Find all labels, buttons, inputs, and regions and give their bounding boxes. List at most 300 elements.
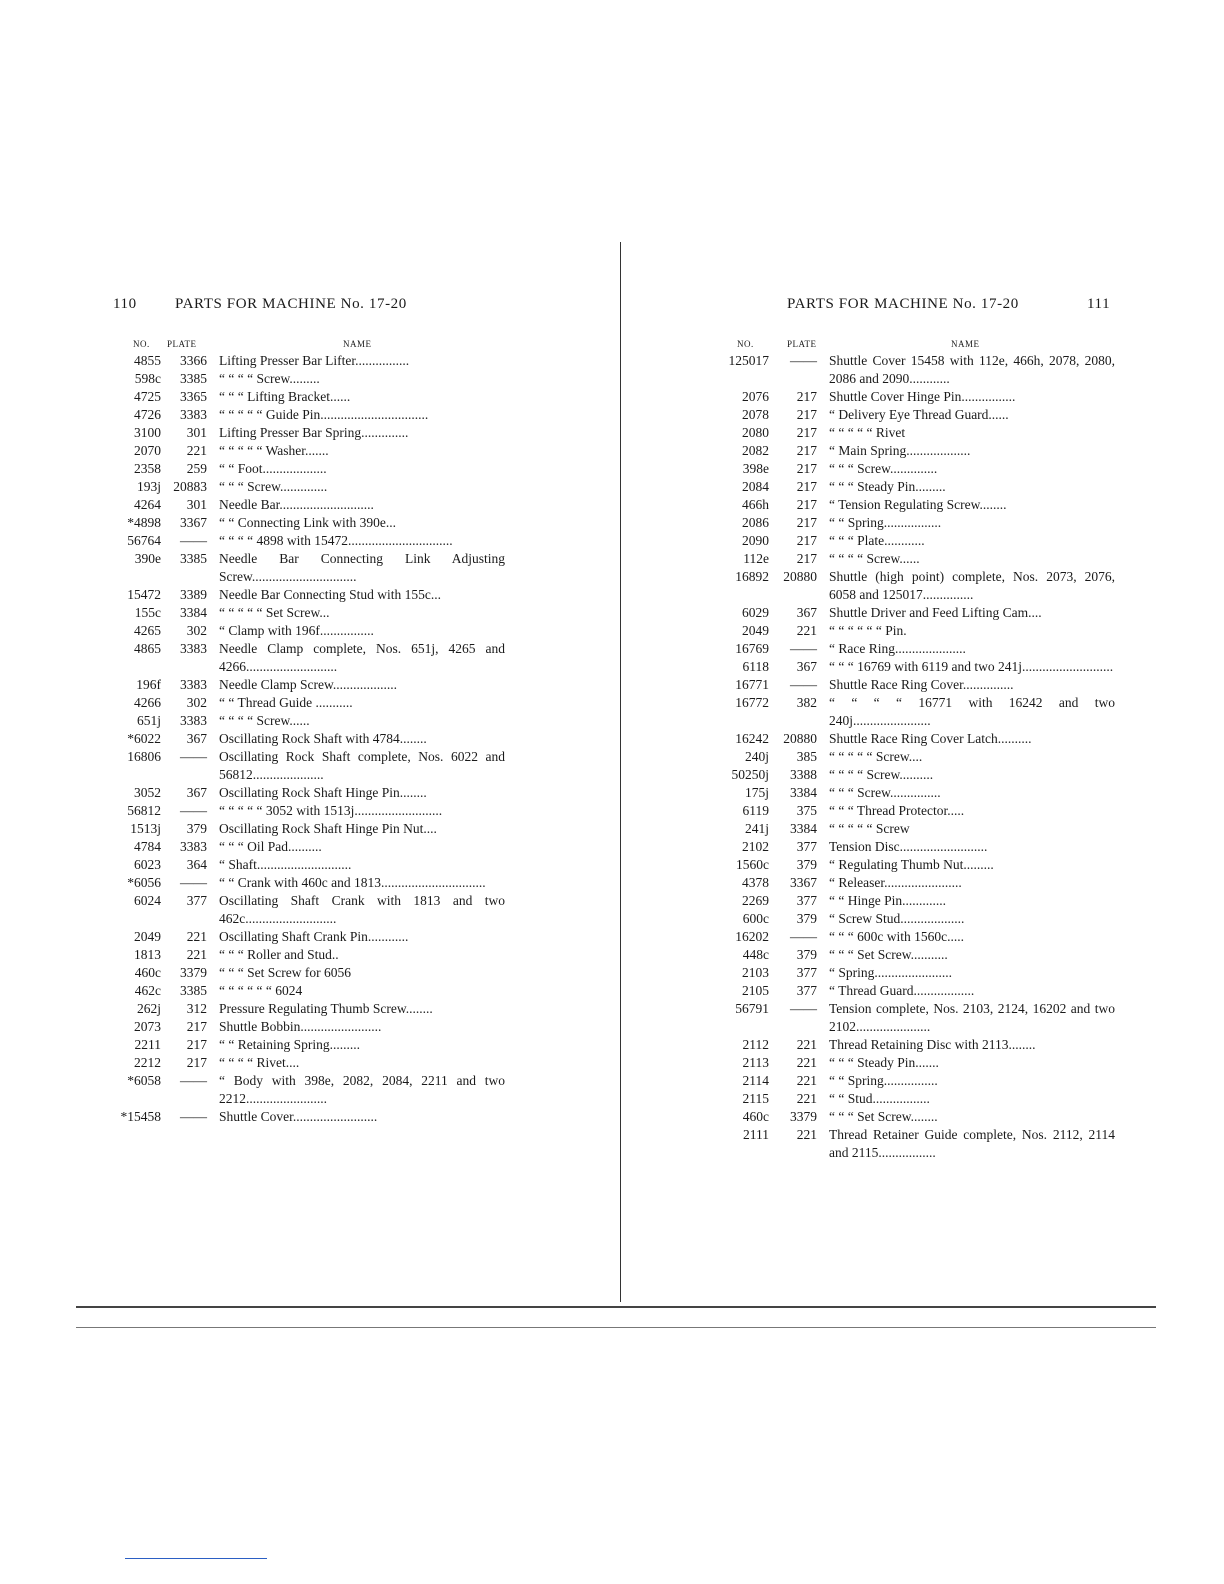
part-name: Oscillating Shaft Crank Pin............ (219, 929, 409, 944)
plate-number: 3389 (180, 587, 207, 602)
part-number: 15472 (127, 587, 161, 602)
part-name: “ Thread Guard.................. (829, 983, 975, 998)
plate-number: 3365 (180, 389, 207, 404)
part-name: “ “ “ “ “ Rivet (829, 425, 906, 440)
part-number: 16772 (735, 695, 769, 710)
part-name: Needle Bar Connecting Link Adjusting Screw............................... (219, 551, 505, 584)
part-number: 3052 (134, 785, 161, 800)
part-number: 1560c (736, 857, 769, 872)
part-row (105, 784, 505, 802)
part-row (715, 784, 1115, 802)
part-row (715, 604, 1115, 622)
part-row (105, 730, 505, 748)
part-row (105, 532, 505, 550)
part-name: Shuttle Cover 15458 with 112e, 466h, 2078, 2080, 2086 and 2090............ (829, 353, 1115, 386)
right-page-title: PARTS FOR MACHINE No. 17-20 (787, 296, 1019, 312)
plate-number: 217 (796, 425, 817, 440)
part-row (715, 820, 1115, 838)
part-number: 3100 (134, 425, 161, 440)
part-row (715, 1108, 1115, 1126)
part-number: 16806 (127, 749, 161, 764)
part-name: “ “ “ “ Screw...... (219, 713, 310, 728)
plate-number: 217 (796, 479, 817, 494)
part-number: 2084 (742, 479, 769, 494)
part-name: “ “ “ Screw............... (829, 785, 941, 800)
plate-number: 301 (186, 497, 207, 512)
part-name: “ Clamp with 196f................ (219, 623, 374, 638)
part-row (715, 802, 1115, 820)
part-row (105, 460, 505, 478)
part-number: 4784 (134, 839, 161, 854)
col-header-plate: PLATE (787, 339, 817, 349)
part-name: “ “ Spring................. (829, 515, 942, 530)
left-parts-list (105, 352, 505, 1126)
plate-number: 3366 (180, 353, 207, 368)
plate-number: 221 (796, 1055, 817, 1070)
part-name: Shuttle Bobbin........................ (219, 1019, 382, 1034)
plate-number: 3379 (180, 965, 207, 980)
part-number: 466h (742, 497, 769, 512)
part-row (105, 442, 505, 460)
part-name: “ “ “ “ “ Screw (829, 821, 910, 836)
part-name: “ “ “ Roller and Stud.. (219, 947, 339, 962)
part-row (715, 748, 1115, 766)
part-name: “ “ “ Set Screw for 6056 (219, 965, 351, 980)
part-row (105, 550, 505, 586)
part-row (105, 406, 505, 424)
part-number: 460c (742, 1109, 769, 1124)
part-name: “ “ “ Set Screw........... (829, 947, 948, 962)
part-row (105, 928, 505, 946)
plate-number: —— (790, 677, 817, 692)
part-row (105, 622, 505, 640)
part-number: 2212 (134, 1055, 161, 1070)
part-number: 390e (134, 551, 161, 566)
part-row (715, 388, 1115, 406)
part-row (105, 856, 505, 874)
plate-number: 221 (796, 1037, 817, 1052)
part-name: Shuttle Cover......................... (219, 1109, 378, 1124)
part-number: 2102 (742, 839, 769, 854)
part-row (715, 910, 1115, 928)
part-number: 2078 (742, 407, 769, 422)
part-name: “ “ “ “ “ Guide Pin................................ (219, 407, 429, 422)
part-row (105, 874, 505, 892)
plate-number: 3367 (180, 515, 207, 530)
part-number: 2111 (743, 1127, 769, 1142)
plate-number: 367 (186, 731, 207, 746)
part-row (715, 676, 1115, 694)
plate-number: 377 (796, 893, 817, 908)
plate-number: 217 (186, 1019, 207, 1034)
plate-number: 3385 (180, 983, 207, 998)
plate-number: 217 (796, 551, 817, 566)
part-number: 6118 (742, 659, 769, 674)
part-row (105, 1072, 505, 1108)
part-name: Shuttle Cover Hinge Pin................ (829, 389, 1016, 404)
part-row (715, 1054, 1115, 1072)
part-name: “ Shaft............................ (219, 857, 352, 872)
part-number: 2269 (742, 893, 769, 908)
part-number: 598c (134, 371, 161, 386)
part-row (715, 352, 1115, 388)
part-number: 2049 (134, 929, 161, 944)
part-row (715, 1090, 1115, 1108)
part-number: 2114 (742, 1073, 769, 1088)
part-row (715, 892, 1115, 910)
plate-number: 20883 (173, 479, 207, 494)
part-number: 2211 (134, 1037, 161, 1052)
plate-number: 221 (796, 1073, 817, 1088)
right-column-headers (715, 339, 1115, 351)
plate-number: 217 (186, 1055, 207, 1070)
part-row (105, 1018, 505, 1036)
part-name: Oscillating Rock Shaft with 4784........ (219, 731, 427, 746)
part-row (105, 802, 505, 820)
part-name: Shuttle Race Ring Cover Latch.......... (829, 731, 1032, 746)
part-row (105, 712, 505, 730)
part-row (715, 568, 1115, 604)
part-name: “ Body with 398e, 2082, 2084, 2211 and two 2212........................ (219, 1073, 505, 1106)
part-number: 2113 (742, 1055, 769, 1070)
part-row (105, 748, 505, 784)
part-row (105, 820, 505, 838)
part-name: Needle Clamp complete, Nos. 651j, 4265 and 4266........................... (219, 641, 505, 674)
plate-number: —— (180, 533, 207, 548)
part-number: 4378 (742, 875, 769, 890)
plate-number: 3384 (790, 821, 817, 836)
part-row (715, 478, 1115, 496)
part-name: “ “ “ “ 16771 with 16242 and two 240j....................... (829, 695, 1115, 728)
part-number: 175j (744, 785, 769, 800)
part-number: 4265 (134, 623, 161, 638)
part-name: “ “ “ Steady Pin......... (829, 479, 946, 494)
plate-number: —— (180, 875, 207, 890)
plate-number: 3383 (180, 713, 207, 728)
part-number: 50250j (731, 767, 769, 782)
plate-number: 3383 (180, 407, 207, 422)
part-row (105, 640, 505, 676)
part-row (105, 496, 505, 514)
plate-number: —— (790, 929, 817, 944)
plate-number: 3385 (180, 551, 207, 566)
plate-number: —— (790, 1001, 817, 1016)
part-number: 155c (134, 605, 161, 620)
plate-number: 3388 (790, 767, 817, 782)
part-name: “ “ “ “ “ “ 6024 (219, 983, 303, 998)
part-name: “ Tension Regulating Screw........ (829, 497, 1007, 512)
part-number: 1813 (134, 947, 161, 962)
plate-number: 377 (796, 983, 817, 998)
plate-number: 379 (796, 857, 817, 872)
part-row (105, 964, 505, 982)
part-name: “ “ “ Lifting Bracket...... (219, 389, 351, 404)
part-number: 651j (136, 713, 161, 728)
part-number: 6029 (742, 605, 769, 620)
part-number: 2090 (742, 533, 769, 548)
part-number: 6024 (134, 893, 161, 908)
part-number: 2105 (742, 983, 769, 998)
part-name: “ “ “ “ “ Washer....... (219, 443, 329, 458)
part-row (105, 370, 505, 388)
blue-underline (125, 1558, 267, 1559)
part-name: “ “ “ Steady Pin....... (829, 1055, 939, 1070)
part-name: Needle Clamp Screw................... (219, 677, 397, 692)
part-number: *6022 (127, 731, 161, 746)
plate-number: 377 (796, 839, 817, 854)
plate-number: 385 (796, 749, 817, 764)
part-name: Shuttle (high point) complete, Nos. 2073, 2076, 6058 and 125017............... (829, 569, 1115, 602)
part-row (715, 658, 1115, 676)
part-number: *6058 (127, 1073, 161, 1088)
part-row (715, 514, 1115, 532)
part-name: Oscillating Shaft Crank with 1813 and two 462c........................... (219, 893, 505, 926)
plate-number: 217 (796, 389, 817, 404)
part-row (715, 1000, 1115, 1036)
part-name: “ “ “ “ Screw...... (829, 551, 920, 566)
part-number: 16242 (735, 731, 769, 746)
plate-number: 3383 (180, 641, 207, 656)
part-row (715, 838, 1115, 856)
plate-number: 221 (796, 1091, 817, 1106)
plate-number: —— (180, 749, 207, 764)
plate-number: 217 (796, 461, 817, 476)
plate-number: 302 (186, 623, 207, 638)
part-row (715, 1036, 1115, 1054)
part-row (715, 550, 1115, 568)
part-number: 2103 (742, 965, 769, 980)
part-row (715, 856, 1115, 874)
part-number: 2080 (742, 425, 769, 440)
part-name: “ Delivery Eye Thread Guard...... (829, 407, 1009, 422)
part-name: Shuttle Driver and Feed Lifting Cam.... (829, 605, 1042, 620)
part-number: 2082 (742, 443, 769, 458)
plate-number: 364 (186, 857, 207, 872)
left-column-headers (105, 339, 505, 351)
part-number: 193j (136, 479, 161, 494)
part-number: 600c (742, 911, 769, 926)
part-name: “ “ “ “ “ 3052 with 1513j.......................... (219, 803, 443, 818)
part-number: 125017 (728, 353, 769, 368)
plate-number: 20880 (783, 731, 817, 746)
part-name: “ “ “ Screw.............. (219, 479, 328, 494)
part-name: Tension complete, Nos. 2103, 2124, 16202 and two 2102...................... (829, 1001, 1115, 1034)
part-row (715, 694, 1115, 730)
part-number: 196f (136, 677, 161, 692)
plate-number: 217 (186, 1037, 207, 1052)
part-name: Lifting Presser Bar Spring.............. (219, 425, 409, 440)
part-name: Lifting Presser Bar Lifter................ (219, 353, 410, 368)
plate-number: 3385 (180, 371, 207, 386)
plate-number: 217 (796, 533, 817, 548)
part-name: Pressure Regulating Thumb Screw........ (219, 1001, 433, 1016)
plate-number: 221 (186, 947, 207, 962)
part-row (715, 982, 1115, 1000)
plate-number: 217 (796, 515, 817, 530)
part-name: Oscillating Rock Shaft Hinge Pin Nut.... (219, 821, 437, 836)
part-number: 2112 (742, 1037, 769, 1052)
part-row (105, 1000, 505, 1018)
col-header-plate: PLATE (167, 339, 197, 349)
part-number: 240j (744, 749, 769, 764)
part-name: “ Regulating Thumb Nut......... (829, 857, 994, 872)
plate-number: 367 (186, 785, 207, 800)
part-name: “ Main Spring................... (829, 443, 971, 458)
part-row (105, 676, 505, 694)
part-name: “ Spring....................... (829, 965, 952, 980)
part-number: 56764 (127, 533, 161, 548)
part-name: Needle Bar............................ (219, 497, 374, 512)
part-name: Oscillating Rock Shaft complete, Nos. 6022 and 56812..................... (219, 749, 505, 782)
part-name: Needle Bar Connecting Stud with 155c... (219, 587, 441, 602)
part-name: “ “ Foot................... (219, 461, 327, 476)
plate-number: 221 (796, 623, 817, 638)
right-parts-list (715, 352, 1115, 1162)
part-name: “ “ “ 600c with 1560c..... (829, 929, 964, 944)
part-name: “ “ “ “ “ Screw.... (829, 749, 923, 764)
part-number: *4898 (127, 515, 161, 530)
part-row (105, 424, 505, 442)
part-row (105, 514, 505, 532)
plate-number: 221 (186, 929, 207, 944)
part-row (105, 1054, 505, 1072)
part-number: 2049 (742, 623, 769, 638)
plate-number: 375 (796, 803, 817, 818)
part-name: “ Screw Stud................... (829, 911, 965, 926)
plate-number: 3384 (180, 605, 207, 620)
part-row (715, 460, 1115, 478)
part-number: 6023 (134, 857, 161, 872)
part-name: Oscillating Rock Shaft Hinge Pin........ (219, 785, 427, 800)
part-row (715, 946, 1115, 964)
part-row (715, 532, 1115, 550)
part-name: “ Race Ring..................... (829, 641, 966, 656)
plate-number: 3384 (790, 785, 817, 800)
part-row (715, 928, 1115, 946)
part-name: “ “ “ “ “ “ Pin. (829, 623, 907, 638)
part-number: 6119 (742, 803, 769, 818)
part-name: “ “ Crank with 460c and 1813............................... (219, 875, 486, 890)
left-page-title: PARTS FOR MACHINE No. 17-20 (175, 296, 407, 312)
part-row (105, 892, 505, 928)
part-name: Shuttle Race Ring Cover............... (829, 677, 1014, 692)
plate-number: 217 (796, 497, 817, 512)
plate-number: 221 (186, 443, 207, 458)
col-header-name: NAME (343, 339, 372, 349)
part-row (105, 1108, 505, 1126)
plate-number: 3383 (180, 839, 207, 854)
part-number: 241j (744, 821, 769, 836)
part-name: “ “ “ “ 4898 with 15472............................... (219, 533, 453, 548)
part-number: 16769 (735, 641, 769, 656)
plate-number: —— (180, 803, 207, 818)
part-name: “ “ Retaining Spring......... (219, 1037, 360, 1052)
part-row (715, 496, 1115, 514)
part-row (715, 640, 1115, 658)
part-name: “ “ “ Thread Protector..... (829, 803, 965, 818)
plate-number: 379 (796, 911, 817, 926)
part-row (715, 406, 1115, 424)
part-name: “ “ “ “ Screw.......... (829, 767, 934, 782)
plate-number: 217 (796, 443, 817, 458)
bottom-rule (76, 1306, 1156, 1308)
plate-number: 259 (186, 461, 207, 476)
col-header-no: NO. (133, 339, 150, 349)
part-name: Thread Retainer Guide complete, Nos. 2112, 2114 and 2115................. (829, 1127, 1115, 1160)
plate-number: 301 (186, 425, 207, 440)
part-row (105, 946, 505, 964)
part-row (715, 766, 1115, 784)
part-name: “ Releaser....................... (829, 875, 962, 890)
plate-number: 377 (186, 893, 207, 908)
part-number: 1513j (130, 821, 161, 836)
part-name: “ “ Connecting Link with 390e... (219, 515, 396, 530)
plate-number: 221 (796, 1127, 817, 1142)
part-name: “ “ “ Plate............ (829, 533, 925, 548)
part-number: *6056 (127, 875, 161, 890)
part-row (105, 388, 505, 406)
part-name: “ “ Spring................ (829, 1073, 938, 1088)
plate-number: 3383 (180, 677, 207, 692)
part-number: 2073 (134, 1019, 161, 1034)
part-number: 2076 (742, 389, 769, 404)
part-row (105, 604, 505, 622)
part-number: 398e (742, 461, 769, 476)
part-name: “ “ “ Screw.............. (829, 461, 938, 476)
plate-number: 367 (796, 659, 817, 674)
part-number: 4865 (134, 641, 161, 656)
plate-number: 379 (186, 821, 207, 836)
part-number: 56812 (127, 803, 161, 818)
part-row (715, 622, 1115, 640)
plate-number: 3367 (790, 875, 817, 890)
part-number: 56791 (735, 1001, 769, 1016)
part-number: 460c (134, 965, 161, 980)
page-gutter-line (620, 242, 621, 1302)
plate-number: 382 (796, 695, 817, 710)
part-row (715, 442, 1115, 460)
part-number: 2115 (742, 1091, 769, 1106)
left-page-number: 110 (113, 296, 137, 312)
part-number: 4725 (134, 389, 161, 404)
col-header-name: NAME (951, 339, 980, 349)
part-number: 4726 (134, 407, 161, 422)
col-header-no: NO. (737, 339, 754, 349)
part-number: 16771 (735, 677, 769, 692)
part-row (105, 586, 505, 604)
part-row (715, 730, 1115, 748)
part-number: 2070 (134, 443, 161, 458)
plate-number: 217 (796, 407, 817, 422)
part-name: Tension Disc.......................... (829, 839, 988, 854)
plate-number: —— (790, 353, 817, 368)
plate-number: —— (180, 1109, 207, 1124)
part-name: “ “ Thread Guide ........... (219, 695, 353, 710)
part-name: “ “ “ “ Screw......... (219, 371, 320, 386)
part-number: 16202 (735, 929, 769, 944)
plate-number: —— (790, 641, 817, 656)
part-row (105, 478, 505, 496)
right-page-number: 111 (1087, 296, 1111, 312)
part-row (105, 982, 505, 1000)
bottom-rule-thin (76, 1327, 1156, 1328)
part-name: “ “ “ Oil Pad.......... (219, 839, 322, 854)
part-row (715, 964, 1115, 982)
part-number: 262j (136, 1001, 161, 1016)
part-name: “ “ “ “ Rivet.... (219, 1055, 300, 1070)
part-number: 448c (742, 947, 769, 962)
part-number: 4264 (134, 497, 161, 512)
